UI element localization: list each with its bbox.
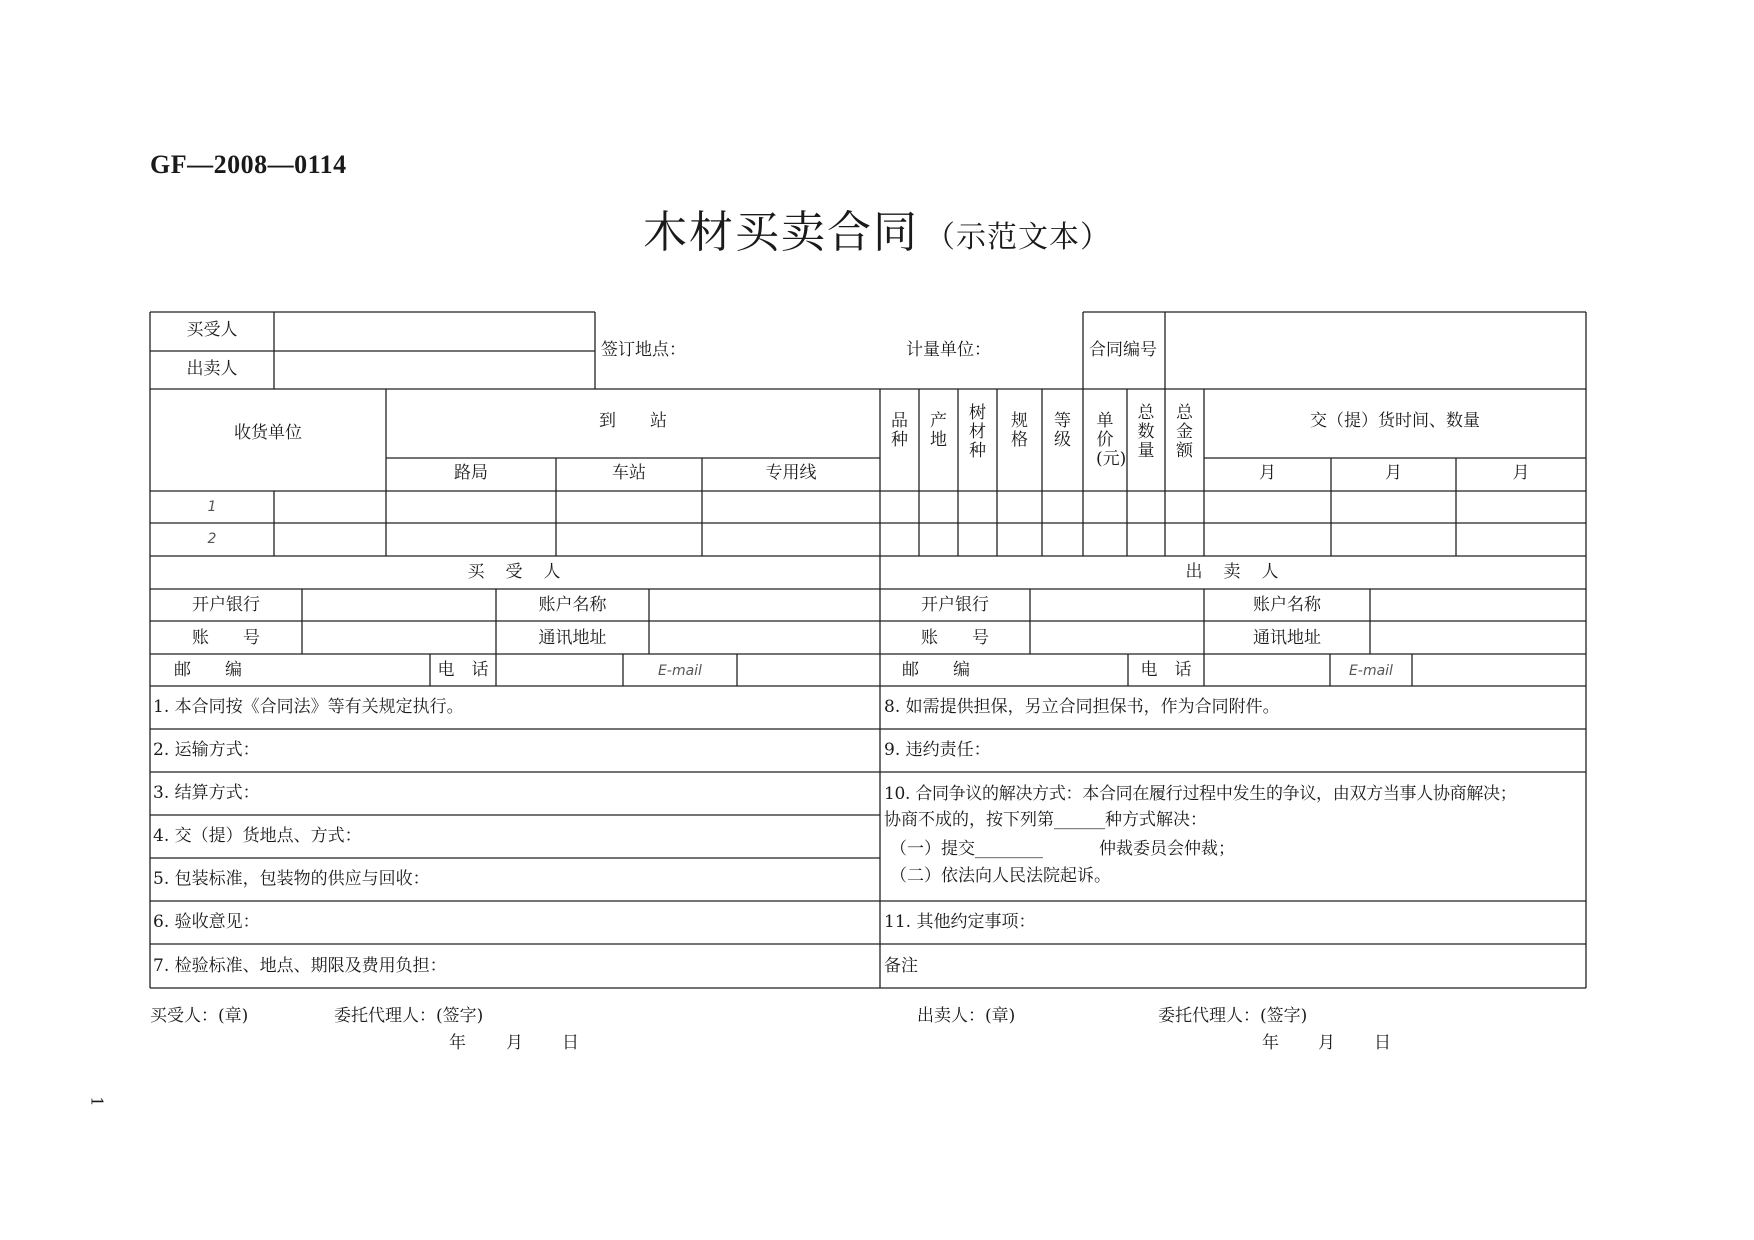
- clause-11: 11. 其他约定事项：: [884, 912, 1036, 932]
- row-number-2: 2: [207, 531, 217, 547]
- month-label-1: 月: [1259, 463, 1276, 483]
- title-main: 木材买卖合同: [643, 207, 919, 258]
- seller-account-no-label: 账 号: [921, 628, 989, 648]
- seller-email-label: E-mail: [1349, 663, 1393, 679]
- clause-10-option-1: [890, 839, 1235, 859]
- clause-3: 3. 结算方式：: [153, 783, 260, 803]
- seller-agent-label: 委托代理人：(签字): [1158, 1006, 1308, 1026]
- buyer-date-month: 月: [506, 1033, 523, 1053]
- clause-10-option-1b: 仲裁委员会仲裁；: [1099, 839, 1235, 859]
- clause-10-line-2: [884, 810, 1207, 830]
- standard-code: GF—2008—0114: [150, 150, 347, 179]
- col-total-qty-text: 总数量: [1137, 403, 1155, 461]
- seller-phone-label: 电 话: [1140, 660, 1192, 680]
- clause-10-line-2a: 协商不成的，按下列第: [884, 810, 1054, 830]
- title-subtitle: （示范文本）: [925, 220, 1111, 255]
- clause-1: 1. 本合同按《合同法》等有关规定执行。: [153, 697, 464, 717]
- buyer-seal-label: 买受人：(章): [150, 1006, 249, 1026]
- arrival-station-label: 到 站: [599, 411, 667, 431]
- seller-seal-label: 出卖人：(章): [917, 1006, 1016, 1026]
- col-spec-text: 规格: [1011, 411, 1028, 450]
- seller-postcode-label: 邮 编: [902, 660, 970, 680]
- col-total-qty: [1127, 404, 1165, 461]
- private-line-label: 专用线: [765, 463, 817, 483]
- seller-label: 出卖人: [186, 359, 238, 379]
- buyer-account-no-label: 账 号: [192, 628, 260, 648]
- col-total-amount-text: 总金额: [1176, 403, 1193, 461]
- col-grade-text: 等级: [1054, 411, 1071, 450]
- seller-date-year: 年: [1262, 1033, 1279, 1053]
- clause-10-line-2b: 种方式解决：: [1105, 810, 1207, 830]
- clause-4: 4. 交（提）货地点、方式：: [153, 826, 362, 846]
- seller-address-label: 通讯地址: [1253, 628, 1321, 648]
- buyer-agent-label: 委托代理人：(签字): [334, 1006, 484, 1026]
- seller-account-name-label: 账户名称: [1253, 595, 1321, 615]
- buyer-bank-label: 开户银行: [192, 595, 260, 615]
- railway-bureau-label: 路局: [454, 463, 488, 483]
- col-total-amount: [1165, 404, 1204, 461]
- col-species: [958, 404, 997, 461]
- remarks-label: 备注: [884, 956, 918, 976]
- clause-6: 6. 验收意见：: [153, 912, 260, 932]
- page-number: 1: [87, 1096, 107, 1107]
- buyer-address-label: 通讯地址: [538, 628, 607, 648]
- month-label-3: 月: [1512, 463, 1530, 483]
- col-variety: [880, 412, 919, 450]
- clause-8: 8. 如需提供担保，另立合同担保书，作为合同附件。: [884, 697, 1280, 717]
- col-unit-price: [1083, 412, 1127, 469]
- buyer-date-day: 日: [562, 1033, 579, 1053]
- buyer-postcode-label: 邮 编: [174, 660, 242, 680]
- clause-10-option-1a: （一）提交: [890, 839, 975, 859]
- delivery-time-qty-label: 交（提）货时间、数量: [1310, 411, 1480, 431]
- seller-section-title: 出 卖 人: [1185, 562, 1281, 582]
- clause-5: 5. 包装标准，包装物的供应与回收：: [153, 869, 430, 889]
- row-number-1: 1: [207, 499, 217, 515]
- clause-10-choice-blank[interactable]: ______: [1054, 810, 1105, 830]
- col-origin: [919, 412, 958, 450]
- buyer-label: 买受人: [186, 320, 238, 340]
- station-label: 车站: [612, 463, 646, 483]
- month-label-2: 月: [1385, 463, 1402, 483]
- buyer-phone-label: 电 话: [437, 660, 489, 680]
- clause-10-option-2: （二）依法向人民法院起诉。: [890, 866, 1111, 886]
- unit-label: 计量单位：: [906, 340, 991, 360]
- col-grade: [1042, 412, 1083, 450]
- col-species-text: 树材种: [969, 403, 986, 461]
- buyer-email-label: E-mail: [658, 663, 702, 679]
- arbitration-blank[interactable]: ________: [975, 839, 1043, 859]
- col-variety-text: 品种: [891, 411, 908, 450]
- col-origin-text: 产地: [930, 411, 947, 450]
- buyer-account-name-label: 账户名称: [538, 595, 607, 615]
- clause-10-line-1: 10. 合同争议的解决方式：本合同在履行过程中发生的争议，由双方当事人协商解决；: [884, 784, 1517, 804]
- col-unit-price-text: 单价(元): [1096, 411, 1127, 469]
- sign-place-label: 签订地点：: [601, 340, 686, 360]
- clause-7: 7. 检验标准、地点、期限及费用负担：: [153, 956, 447, 976]
- contract-no-label: 合同编号: [1089, 340, 1157, 360]
- buyer-date-year: 年: [449, 1033, 466, 1053]
- receiver-label: 收货单位: [234, 423, 302, 443]
- seller-bank-label: 开户银行: [921, 595, 989, 615]
- buyer-section-title: 买 受 人: [467, 562, 563, 582]
- seller-date-month: 月: [1318, 1033, 1335, 1053]
- clause-9: 9. 违约责任：: [884, 740, 991, 760]
- clause-2: 2. 运输方式：: [153, 740, 260, 760]
- col-spec: [997, 412, 1042, 450]
- seller-date-day: 日: [1374, 1033, 1391, 1053]
